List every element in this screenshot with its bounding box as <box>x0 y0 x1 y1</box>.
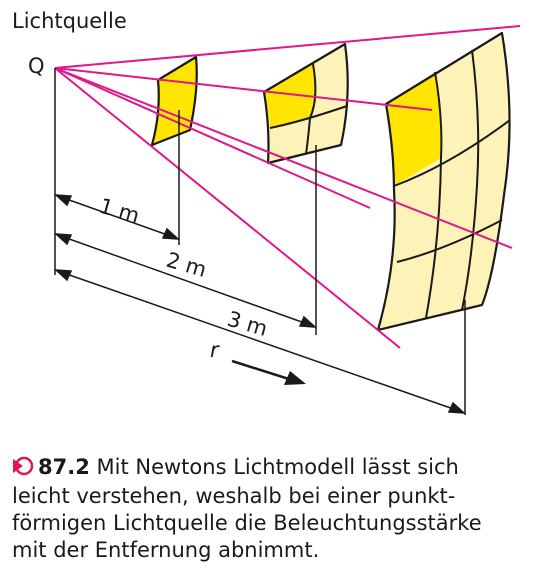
screen-1m <box>152 57 197 145</box>
source-point-label: Q <box>28 54 45 78</box>
screen-3m <box>378 33 510 330</box>
direction-label-r: r <box>210 338 219 362</box>
ray-middle-upper <box>55 68 432 110</box>
figure-number: 87.2 <box>38 455 90 479</box>
pointer-arrow-icon <box>12 456 34 483</box>
dimension-2m <box>58 235 313 326</box>
caption-text: Mit Newtons Lichtmodell lässt sich leicht verstehen, weshalb bei einer punkt-förmigen Lichtquelle die Beleuchtungsstärke mit der Entfernung abnimmt. <box>12 455 482 562</box>
distance-label-2m: 2 m <box>163 247 210 282</box>
distance-label-1m: 1 m <box>96 193 143 228</box>
screen-2m <box>264 44 348 163</box>
direction-arrow-icon <box>232 361 306 385</box>
figure-caption <box>12 454 522 564</box>
light-source-label: Lichtquelle <box>12 9 127 33</box>
distance-label-3m: 3 m <box>224 306 271 341</box>
